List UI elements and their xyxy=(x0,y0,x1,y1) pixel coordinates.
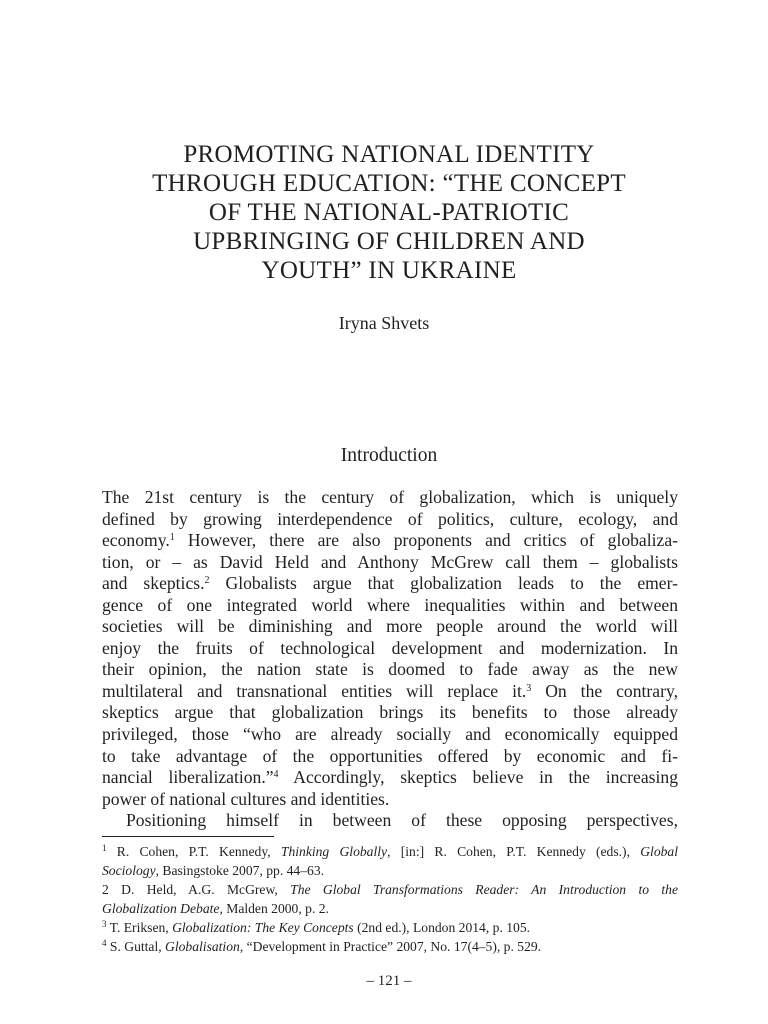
page-number: – 121 – xyxy=(366,973,412,989)
author-name: Iryna Shvets xyxy=(338,313,430,333)
text-line: and skeptics.$^2$ Globalists argue that globalization leads to the emer- xyxy=(102,573,678,594)
title-line: OF THE NATIONAL-PATRIOTIC xyxy=(208,199,570,226)
text-line: economy.$^1$ However, there are also proponents and critics of globaliza- xyxy=(102,530,678,551)
text-line: privileged, those “who are already socially and economically equipped xyxy=(102,724,678,745)
text-line: Positioning himself in between of these opposing perspectives, xyxy=(126,810,678,831)
footnote-number: 3 xyxy=(102,919,107,929)
text-line: power of national cultures and identities. xyxy=(102,788,390,809)
text-line: enjoy the fruits of technological development and modernization. In xyxy=(102,637,678,658)
footnote-4: $^4$ S. Guttal, Globalisation, “Development in Practice” 2007, No. 17(4–5), p. 529. xyxy=(102,938,542,954)
title-line: THROUGH EDUCATION: “THE CONCEPT xyxy=(152,170,626,197)
footnote-number: 1 xyxy=(102,843,107,853)
text-line: to take advantage of the opportunities offered by economic and fi- xyxy=(102,745,678,766)
footnote-ref[interactable]: 3 xyxy=(526,682,532,694)
paragraph xyxy=(102,487,678,810)
text-line: tion, or – as David Held and Anthony McGrew call them – globalists xyxy=(102,551,678,572)
text-line: societies will be diminishing and more people around the world will xyxy=(102,616,678,637)
footnote-ref[interactable]: 1 xyxy=(169,532,175,544)
footnote-number: 4 xyxy=(102,938,107,948)
section-heading: Introduction xyxy=(340,445,438,466)
footnotes xyxy=(102,842,678,956)
text-line: gence of one integrated world where inequalities within and between xyxy=(102,594,678,615)
text-line: nancial liberalization.”$^4$ Accordingly, skeptics believe in the increasing xyxy=(102,767,678,788)
footnote-ref[interactable]: 4 xyxy=(273,769,279,781)
title-line: PROMOTING NATIONAL IDENTITY xyxy=(183,141,595,168)
text-line: skeptics argue that globalization brings its benefits to those already xyxy=(102,702,678,723)
footnote-divider xyxy=(102,836,274,837)
footnote-3: $^3$ T. Eriksen, Globalization: The Key Concepts (2nd ed.), London 2014, p. 105. xyxy=(102,919,531,935)
paragraph xyxy=(102,810,678,832)
text-line: multilateral and transnational entities will replace it.$^3$ On the contrary, xyxy=(102,680,678,701)
footnote-ref[interactable]: 2 xyxy=(204,575,210,587)
text-line: The 21st century is the century of globalization, which is uniquely xyxy=(102,487,678,507)
text-line: defined by growing interdependence of politics, culture, ecology, and xyxy=(102,508,678,529)
footnote-1: $^1$ R. Cohen, P.T. Kennedy, Thinking Globally, [in:] R. Cohen, P.T. Kennedy (eds.), Global Sociology, Basingstoke 2007, pp. 44–63. xyxy=(102,843,678,878)
text-line: their opinion, the nation state is doomed to fade away as the new xyxy=(102,659,678,680)
title-line: UPBRINGING OF CHILDREN AND xyxy=(193,228,585,255)
article-title xyxy=(100,140,678,285)
footnote-2: 2 D. Held, A.G. McGrew, The Global Transformations Reader: An Introduction to the Globalization Debate, Malden 2000, p. 2. xyxy=(102,882,678,916)
title-line: YOUTH” IN UKRAINE xyxy=(261,257,517,284)
body-text xyxy=(102,487,678,832)
